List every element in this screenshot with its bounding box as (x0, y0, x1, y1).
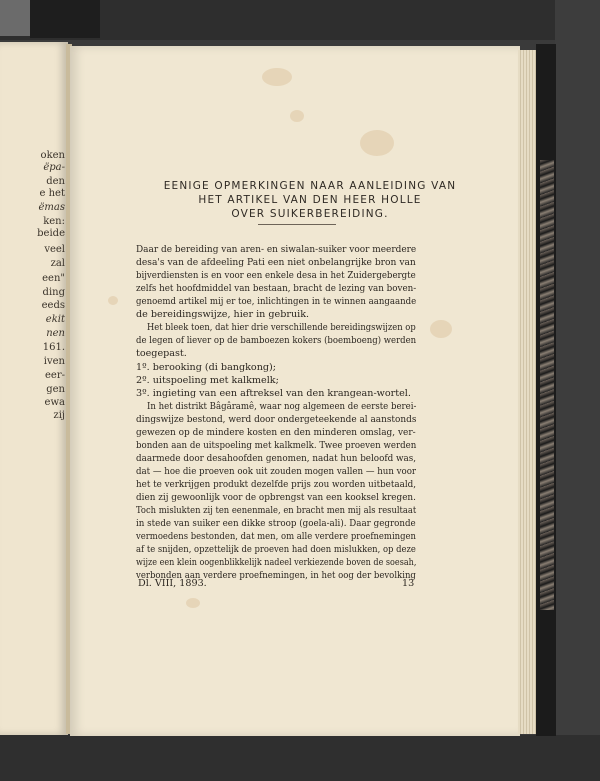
body-text-line: bonden aan de uitspoeling met kalkmelk. Twee proeven werden (136, 440, 417, 451)
left-page-line: een" (42, 273, 65, 284)
body-text-line: de legen of liever op de bamboezen kokers (boemboeng) werden (136, 335, 417, 346)
backdrop-bottom (0, 735, 600, 781)
backdrop-strip (0, 0, 30, 36)
body-text-line: toegepast. (136, 348, 187, 359)
left-page-line: ewa (44, 397, 65, 408)
paper-stain (430, 320, 452, 338)
left-page-line: eer- (45, 370, 65, 381)
body-text-line: wijze een klein oogenblikkelijk nadeel verkiezende boven de soesah, (136, 557, 417, 568)
left-page-line: ëpa- (43, 162, 65, 173)
body-text-line: vermoedens bestonden, dat men, om alle verdere proefnemingen (136, 531, 416, 542)
body-text-line: dien zij gewoonlijk voor de opbrengst van een kooksel kregen. (136, 492, 416, 503)
left-page-line: eeds (41, 300, 65, 311)
body-text-line: de bereidingswijze, hier in gebruik. (136, 309, 310, 320)
backdrop-strip (30, 0, 100, 38)
left-page-line: den (46, 176, 65, 187)
body-text-line: dat — hoe die proeven ook uit zouden mogen vallen — hun voor (136, 466, 417, 477)
left-page-line: ken: (43, 216, 65, 227)
page-number: 13 (402, 578, 415, 589)
paper-stain (186, 598, 200, 608)
left-page-line: iven (43, 356, 65, 367)
body-text-line: Toch mislukten zij ten eenenmale, en bracht men mij als resultaat (136, 505, 417, 516)
marbled-cover-edge (540, 160, 554, 610)
body-text-line: genoemd artikel mij er toe, inlichtingen in te winnen aangaande (136, 296, 417, 307)
left-page-line: gen (46, 384, 65, 395)
article-title-line: EENIGE OPMERKINGEN NAAR AANLEIDING VAN (163, 180, 457, 192)
body-text-line: bijverdiensten is en voor een enkele desa in het Zuidergebergte (136, 270, 416, 281)
left-page-line: ëmas (38, 202, 65, 213)
title-divider (258, 224, 336, 225)
left-page-line: zal (50, 258, 65, 269)
body-text-line: In het distrikt Bâgâramê, waar nog algemeen de eerste berei- (147, 401, 417, 412)
body-text-line: af te snijden, opzettelijk de proeven had doen mislukken, op deze (136, 544, 416, 555)
body-text-line: dingswijze bestond, werd door ondergeteekende al aanstonds (136, 414, 417, 425)
body-text-line: 3º. ingieting van een aftreksel van den krangean-wortel. (136, 388, 411, 399)
left-page-line: zij (53, 410, 65, 421)
body-text-line: het te verkrijgen produkt dezelfde prijs zou worden uitbetaald, (136, 479, 416, 490)
paper-stain (108, 296, 118, 305)
paper-stain (290, 110, 304, 122)
left-page-line: ekit (45, 314, 65, 325)
left-page-line: e het (39, 188, 65, 199)
left-page-fragment (0, 42, 68, 735)
page-edges (518, 50, 536, 734)
left-page-line: veel (44, 244, 65, 255)
article-title-line: HET ARTIKEL VAN DEN HEER HOLLE (198, 194, 422, 206)
body-text-line: desa's van de afdeeling Pati een niet onbelangrijke bron van (136, 257, 416, 268)
body-text-line: gewezen op de mindere kosten en den minderen omslag, ver- (136, 427, 416, 438)
left-page-line: oken (40, 150, 65, 161)
volume-footer: Dl. VIII, 1893. (138, 578, 207, 589)
body-text-line: verbonden aan verdere proefnemingen, in het oog der bevolking (136, 570, 416, 581)
left-page-line: ding (42, 287, 65, 298)
body-text-line: Het bleek toen, dat hier drie verschillende bereidingswijzen op (147, 322, 416, 333)
paper-stain (262, 68, 292, 86)
body-text-line: Daar de bereiding van aren- en siwalan-suiker voor meerdere (136, 244, 417, 255)
body-text-line: 2º. uitspoeling met kalkmelk; (136, 375, 279, 386)
paper-stain (360, 130, 394, 156)
backdrop-right (555, 0, 600, 781)
article-title-line: OVER SUIKERBEREIDING. (231, 208, 389, 220)
left-page-line: 161. (42, 342, 65, 353)
body-text-line: 1º. berooking (di bangkong); (136, 362, 276, 373)
body-text-line: daarmede door desahoofden genomen, nadat hun beloofd was, (136, 453, 417, 464)
left-page-line: beide (37, 228, 65, 239)
body-text-line: zelfs het hoofdmiddel van bestaan, bracht de lezing van boven- (136, 283, 417, 294)
body-text-line: in stede van suiker een dikke stroop (goela-ali). Daar gegronde (136, 518, 416, 529)
left-page-line: nen (46, 328, 65, 339)
